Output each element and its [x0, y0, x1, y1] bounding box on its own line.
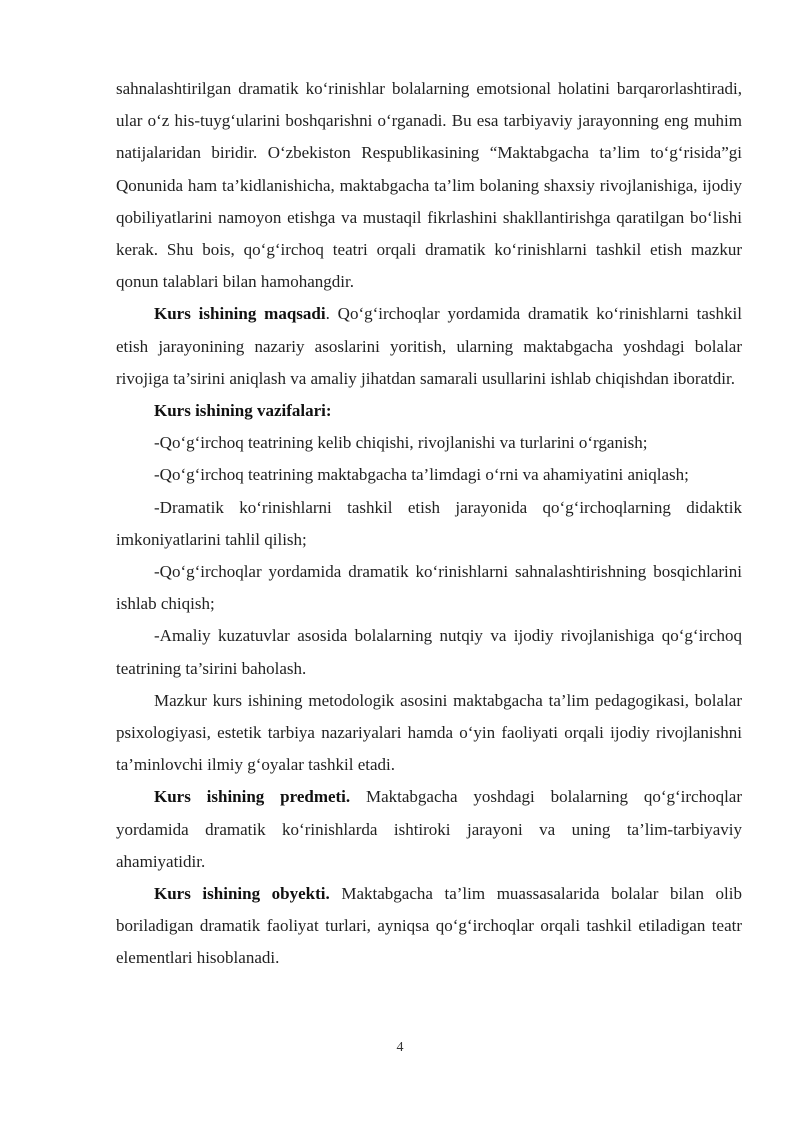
task-item-3: -Dramatik ko‘rinishlarni tashkil etish jarayonida qo‘g‘irchoqlarning didaktik imkoniyatlarini tahlil qilish;: [116, 497, 742, 549]
goal-heading: Kurs ishining maqsadi: [154, 304, 326, 324]
subject-heading: Kurs ishining predmeti.: [154, 787, 351, 807]
subject-text: Maktabgacha yoshdagi bolalarning qo‘g‘irchoqlar yordamida dramatik ko‘rinishlarda ishtiroki jarayoni va uning ta’lim-tarbiyaviy ahamiyatidir.: [116, 787, 742, 871]
goal-text: . Qo‘g‘irchoqlar yordamida dramatik ko‘rinishlarni tashkil etish jarayonining nazariy asoslarini yoritish, ularning maktabgacha yoshdagi bolalar rivojiga ta’sirini aniqlash va amaliy jihatdan samarali usullarini ishlab chiqishdan iboratdir.: [116, 304, 742, 388]
document-body: [116, 73, 742, 975]
page-number: 4: [396, 1040, 404, 1055]
object-heading: Kurs ishining obyekti.: [154, 884, 330, 904]
paragraph-intro: sahnalashtirilgan dramatik ko‘rinishlar bolalarning emotsional holatini barqarorlashtiradi, ular o‘z his-tuyg‘ularini boshqarishni o‘rganadi. Bu esa tarbiyaviy jarayonning eng muhim natijalaridan biridir. O‘zbekiston Respublikasining “Maktabgacha ta’lim to‘g‘risida”gi Qonunida ham ta’kidlanishicha, maktabgacha ta’lim bolaning shaxsiy rivojlanishiga, ijodiy qobiliyatlarini namoyon etishga va mustaqil fikrlashini shakllantirishga qaratilgan bo‘lishi kerak. Shu bois, qo‘g‘irchoq teatri orqali dramatik ko‘rinishlarni tashkil etish mazkur qonun talablari bilan hamohangdir.: [116, 79, 742, 292]
task-item-4: -Qo‘g‘irchoqlar yordamida dramatik ko‘rinishlarni sahnalashtirishning bosqichlarini ishlab chiqish;: [116, 562, 742, 614]
object-text: Maktabgacha ta’lim muassasalarida bolalar bilan olib boriladigan dramatik faoliyat turlari, ayniqsa qo‘g‘irchoqlar orqali tashkil etiladigan teatr elementlari hisoblanadi.: [116, 884, 742, 968]
task-item-1: -Qo‘g‘irchoq teatrining kelib chiqishi, rivojlanishi va turlarini o‘rganish;: [154, 433, 648, 453]
paragraph-goal: [116, 298, 742, 395]
tasks-heading: Kurs ishining vazifalari:: [154, 401, 332, 421]
paragraph-subject: [116, 781, 742, 878]
paragraph-object: [116, 878, 742, 975]
paragraph-methodology: Mazkur kurs ishining metodologik asosini maktabgacha ta’lim pedagogikasi, bolalar psixologiyasi, estetik tarbiya nazariyalari hamda o‘yin faoliyati orqali ijodiy rivojlanishni ta’minlovchi ilmiy g‘oyalar tashkil etadi.: [116, 690, 742, 775]
task-item-2: -Qo‘g‘irchoq teatrining maktabgacha ta’limdagi o‘rni va ahamiyatini aniqlash;: [154, 465, 689, 485]
task-item-5: -Amaliy kuzatuvlar asosida bolalarning nutqiy va ijodiy rivojlanishiga qo‘g‘irchoq teatrining ta’sirini baholash.: [116, 626, 742, 678]
